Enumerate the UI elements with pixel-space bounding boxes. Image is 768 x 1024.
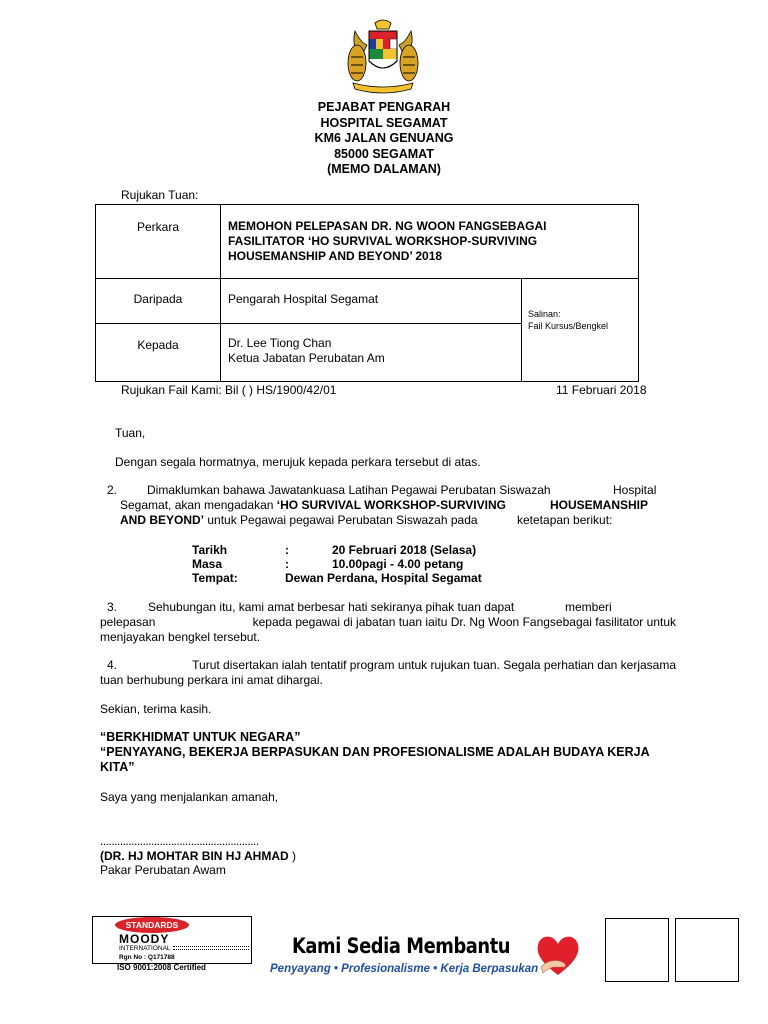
cert-fine-print (173, 949, 249, 951)
paragraph-text: ketetapan berikut: (517, 513, 613, 528)
letterhead (0, 100, 768, 178)
motto-penyayang (100, 745, 680, 775)
standards-badge: STANDARDS (115, 917, 189, 933)
moody-international: INTERNATIONAL (119, 945, 171, 952)
detail-value: Dewan Perdana, Hospital Segamat (285, 571, 482, 585)
registration-number: Rgn No : Q171788 (119, 954, 175, 961)
amanah-line: Saya yang menjalankan amanah, (100, 790, 279, 804)
paragraph-text: Sehubungan itu, kami amat berbesar hati sekiranya pihak tuan dapat (148, 600, 515, 614)
postcode-line: 85000 SEGAMAT (334, 146, 434, 161)
paragraph-3 (100, 600, 676, 646)
malaysia-coat-of-arms-icon (333, 17, 433, 97)
moody-logo: MOODY (119, 932, 170, 946)
iso-certified: ISO 9001:2008 Certified (117, 963, 206, 972)
signatory-title: Pakar Perubatan Awam (100, 863, 226, 877)
rujukan-fail: Rujukan Fail Kami: Bil ( ) HS/1900/42/01 (121, 383, 337, 397)
detail-label: Tempat: (192, 571, 238, 585)
detail-value: 20 Februari 2018 (Selasa) (332, 543, 477, 557)
perkara-line: FASILITATOR ‘HO SURVIVAL WORKSHOP-SURVIVING (228, 234, 538, 248)
kami-sedia-membantu: Kami Sedia Membantu (292, 934, 511, 958)
signatory-name (100, 849, 296, 864)
paragraph-text: Hospital (613, 483, 657, 497)
paragraph-number: 4. (107, 658, 118, 672)
signatory-name-text: (DR. HJ MOHTAR BIN HJ AHMAD (100, 849, 289, 863)
salinan-label: Salinan: (528, 309, 561, 319)
address-line: KM6 JALAN GENUANG (314, 131, 454, 145)
paragraph-text: menjayakan bengkel tersebut. (100, 630, 261, 645)
motto-line: “PENYAYANG, BEKERJA BERPASUKAN DAN PROFESIONALISME ADALAH BUDAYA KERJA (100, 745, 650, 759)
memo-type: (MEMO DALAMAN) (327, 162, 441, 176)
kepada-name: Dr. Lee Tiong Chan (228, 336, 332, 350)
paragraph-2 (107, 483, 677, 529)
perkara-label: Perkara (136, 220, 180, 234)
salinan-value: Fail Kursus/Bengkel (528, 321, 609, 331)
detail-value: 10.00pagi - 4.00 petang (332, 557, 464, 571)
paragraph-text: Segamat, akan mengadakan (120, 498, 274, 513)
cert-fine-print (173, 946, 249, 948)
workshop-title: ‘HO SURVIVAL WORKSHOP-SURVIVING (276, 498, 506, 513)
paragraph-text: memberi (565, 600, 612, 614)
table-divider (220, 205, 221, 381)
kepada-value (228, 336, 385, 365)
iso-certification-box (92, 916, 252, 964)
salutation: Tuan, (115, 426, 146, 440)
table-divider (96, 323, 521, 324)
memo-header-table (95, 204, 639, 382)
table-divider (521, 279, 522, 381)
detail-separator: : (285, 557, 289, 571)
office-name: PEJABAT PENGARAH (317, 100, 451, 114)
paragraph-number: 2. (107, 483, 118, 497)
detail-label: Tarikh (192, 543, 228, 557)
heart-hand-icon (535, 933, 581, 977)
paragraph-text: pelepasan (100, 615, 156, 630)
perkara-value (228, 219, 546, 264)
paragraph-text: kepada pegawai di jabatan tuan iaitu Dr. Ng Woon Fangsebagai fasilitator untuk (252, 615, 676, 630)
values-tagline: Penyayang • Profesionalisme • Kerja Berpasukan (270, 963, 539, 975)
kepada-title: Ketua Jabatan Perubatan Am (228, 350, 385, 365)
paragraph-text: tuan berhubung perkara ini amat dihargai. (100, 673, 323, 688)
signature-line: ........................................................ (100, 834, 259, 848)
salinan (528, 308, 608, 332)
empty-box (675, 918, 739, 982)
perkara-line: HOUSEMANSHIP AND BEYOND’ 2018 (228, 249, 443, 263)
rujukan-tuan-label: Rujukan Tuan: (121, 188, 199, 202)
detail-separator: : (285, 543, 289, 557)
signatory-name-close: ) (288, 849, 297, 863)
hospital-name: HOSPITAL SEGAMAT (320, 115, 448, 130)
daripada-value: Pengarah Hospital Segamat (228, 292, 379, 306)
memo-date: 11 Februari 2018 (556, 383, 647, 397)
motto-line: KITA” (100, 760, 135, 774)
motto-berkhidmat: “BERKHIDMAT UNTUK NEGARA” (100, 730, 301, 744)
closing: Sekian, terima kasih. (100, 702, 212, 716)
paragraph-text: untuk Pegawai pegawai Perubatan Siswazah pada (207, 513, 478, 528)
detail-label: Masa (192, 557, 223, 571)
paragraph-number: 3. (107, 600, 118, 614)
paragraph-text: Dimaklumkan bahawa Jawatankuasa Latihan Pegawai Perubatan Siswazah (147, 483, 551, 497)
perkara-line: MEMOHON PELEPASAN DR. NG WOON FANGSEBAGAI (228, 219, 547, 233)
kepada-label: Kepada (137, 338, 179, 352)
workshop-title: AND BEYOND’ (120, 513, 205, 528)
intro-paragraph: Dengan segala hormatnya, merujuk kepada perkara tersebut di atas. (115, 455, 481, 469)
workshop-title: HOUSEMANSHIP (550, 498, 649, 513)
daripada-label: Daripada (133, 292, 183, 306)
table-divider (96, 278, 638, 279)
paragraph-text: Turut disertakan ialah tentatif program untuk rujukan tuan. Segala perhatian dan kerjasama (192, 658, 676, 672)
empty-box (605, 918, 669, 982)
paragraph-4 (100, 658, 676, 688)
